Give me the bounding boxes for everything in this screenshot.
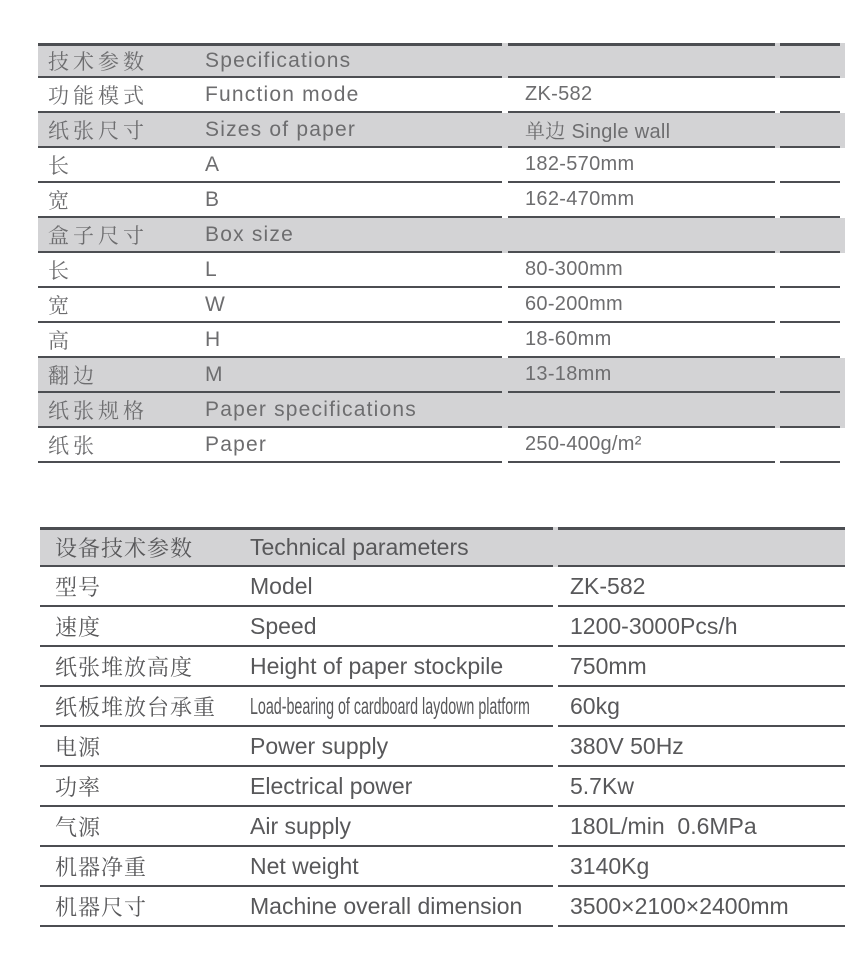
param-name-en: W xyxy=(205,292,227,316)
row-trailing-segment xyxy=(780,358,840,393)
row-label-segment xyxy=(38,148,502,183)
row-value-segment xyxy=(508,288,775,323)
row-value-segment xyxy=(508,113,775,148)
param-value: 1200-3000Pcs/h xyxy=(570,612,738,639)
row-label-segment xyxy=(40,567,553,607)
row-label-segment xyxy=(38,43,502,78)
param-name-zh: 宽 xyxy=(48,294,73,318)
row-label-segment xyxy=(40,647,553,687)
param-name-en: Box size xyxy=(205,222,294,246)
section-header-row xyxy=(40,527,845,567)
param-value: 80-300mm xyxy=(525,258,623,280)
row-label-segment xyxy=(40,847,553,887)
row-trailing-segment xyxy=(780,78,840,113)
row-value-segment xyxy=(558,767,845,807)
row-value-segment xyxy=(558,687,845,727)
param-name-en: Power supply xyxy=(250,732,389,759)
param-name-zh: 型号 xyxy=(55,574,102,600)
param-name-en: Net weight xyxy=(250,852,359,879)
spec-row xyxy=(38,113,845,148)
param-value: 380V 50Hz xyxy=(570,732,684,759)
spec-row xyxy=(38,323,845,358)
param-name-en: H xyxy=(205,327,222,351)
spec-row xyxy=(40,887,845,927)
param-name-zh: 技术参数 xyxy=(48,51,148,74)
param-name-en: Function mode xyxy=(205,82,360,106)
param-name-zh: 机器净重 xyxy=(55,854,148,880)
param-value: 3500×2100×2400mm xyxy=(570,892,789,919)
param-value: 182-570mm xyxy=(525,153,635,175)
param-value: 60-200mm xyxy=(525,293,623,315)
specifications-table xyxy=(38,43,845,463)
row-value-segment xyxy=(508,393,775,428)
spec-row xyxy=(38,358,845,393)
param-value: 5.7Kw xyxy=(570,772,634,799)
param-name-zh: 电源 xyxy=(55,734,102,760)
row-label-segment xyxy=(38,183,502,218)
row-label-segment xyxy=(40,727,553,767)
row-label-segment xyxy=(40,687,553,727)
param-name-en: Paper xyxy=(205,432,268,456)
spec-row xyxy=(40,807,845,847)
param-name-en: B xyxy=(205,187,221,211)
param-value: 18-60mm xyxy=(525,328,612,350)
param-value: 162-470mm xyxy=(525,188,635,210)
spec-row xyxy=(40,567,845,607)
param-name-en: M xyxy=(205,362,224,386)
param-name-en: Specifications xyxy=(205,49,352,72)
param-name-zh: 宽 xyxy=(48,189,73,213)
row-trailing-segment xyxy=(780,218,840,253)
param-name-zh: 纸张尺寸 xyxy=(48,119,148,143)
param-name-zh: 纸板堆放台承重 xyxy=(55,694,217,720)
param-name-zh: 纸张规格 xyxy=(48,399,148,423)
param-name-zh: 长 xyxy=(48,154,73,178)
row-label-segment xyxy=(40,527,553,567)
param-value: 3140Kg xyxy=(570,852,650,879)
param-value: 250-400g/m² xyxy=(525,433,642,455)
param-value: 单边 Single wall xyxy=(525,121,671,143)
spec-row xyxy=(40,767,845,807)
row-trailing-segment xyxy=(780,183,840,218)
param-name-zh: 速度 xyxy=(55,614,102,640)
param-name-zh: 功能模式 xyxy=(48,84,148,108)
spec-row xyxy=(40,647,845,687)
spec-row xyxy=(38,253,845,288)
row-value-segment xyxy=(558,807,845,847)
technical-parameters-table xyxy=(40,527,845,927)
param-name-zh: 功率 xyxy=(55,774,102,800)
spec-row xyxy=(40,727,845,767)
param-name-en: Electrical power xyxy=(250,772,413,799)
row-value-segment xyxy=(508,253,775,288)
param-name-en: Machine overall dimension xyxy=(250,892,523,919)
row-label-segment xyxy=(38,393,502,428)
param-name-zh: 纸张堆放高度 xyxy=(55,654,194,680)
row-trailing-segment xyxy=(780,323,840,358)
row-label-segment xyxy=(38,288,502,323)
spec-row xyxy=(38,78,845,113)
row-trailing-segment xyxy=(780,253,840,288)
row-value-segment xyxy=(558,887,845,927)
spec-row xyxy=(38,288,845,323)
param-name-en: A xyxy=(205,152,221,176)
row-label-segment xyxy=(40,767,553,807)
param-name-en: Sizes of paper xyxy=(205,117,357,141)
param-name-en: Model xyxy=(250,572,313,599)
section-header-row xyxy=(38,43,845,78)
param-value: 750mm xyxy=(570,652,647,679)
param-value: ZK-582 xyxy=(570,572,646,599)
row-label-segment xyxy=(38,428,502,463)
section-header-row xyxy=(38,393,845,428)
row-value-segment xyxy=(558,647,845,687)
row-value-segment xyxy=(558,847,845,887)
spec-row xyxy=(38,148,845,183)
row-value-segment xyxy=(558,527,845,567)
param-name-en: Height of paper stockpile xyxy=(250,652,504,679)
spec-row xyxy=(40,607,845,647)
param-name-en: Air supply xyxy=(250,812,351,839)
row-value-segment xyxy=(508,323,775,358)
param-name-zh: 长 xyxy=(48,259,73,283)
row-trailing-segment xyxy=(780,113,840,148)
param-name-zh: 盒子尺寸 xyxy=(48,224,148,248)
param-name-zh: 翻边 xyxy=(48,364,98,388)
row-label-segment xyxy=(38,78,502,113)
param-value: 13-18mm xyxy=(525,363,612,385)
spec-row xyxy=(40,687,845,727)
param-value: 60kg xyxy=(570,692,620,719)
row-value-segment xyxy=(508,428,775,463)
param-name-en: Speed xyxy=(250,612,317,639)
row-trailing-segment xyxy=(780,43,840,78)
row-trailing-segment xyxy=(780,428,840,463)
row-label-segment xyxy=(38,323,502,358)
param-name-zh: 纸张 xyxy=(48,434,98,458)
row-value-segment xyxy=(508,183,775,218)
row-label-segment xyxy=(40,807,553,847)
row-label-segment xyxy=(38,358,502,393)
param-name-zh: 设备技术参数 xyxy=(55,536,194,561)
row-value-segment xyxy=(508,218,775,253)
spec-row xyxy=(38,428,845,463)
row-value-segment xyxy=(508,358,775,393)
row-value-segment xyxy=(558,727,845,767)
row-value-segment xyxy=(558,607,845,647)
param-value: 180L/min 0.6MPa xyxy=(570,812,757,839)
row-trailing-segment xyxy=(780,288,840,323)
section-header-row xyxy=(38,218,845,253)
param-name-en: Paper specifications xyxy=(205,397,417,421)
row-label-segment xyxy=(38,218,502,253)
row-label-segment xyxy=(38,113,502,148)
row-value-segment xyxy=(558,567,845,607)
row-trailing-segment xyxy=(780,148,840,183)
row-value-segment xyxy=(508,78,775,113)
param-name-en: Load-bearing of cardboard laydown platform xyxy=(250,692,530,719)
row-value-segment xyxy=(508,43,775,78)
spec-row xyxy=(38,183,845,218)
row-label-segment xyxy=(40,607,553,647)
row-label-segment xyxy=(38,253,502,288)
row-trailing-segment xyxy=(780,393,840,428)
param-name-zh: 机器尺寸 xyxy=(55,894,148,920)
param-name-en: Technical parameters xyxy=(250,534,469,560)
param-name-zh: 高 xyxy=(48,329,73,353)
spec-row xyxy=(40,847,845,887)
row-value-segment xyxy=(508,148,775,183)
param-name-en: L xyxy=(205,257,218,281)
row-label-segment xyxy=(40,887,553,927)
param-name-zh: 气源 xyxy=(55,814,102,840)
param-value: ZK-582 xyxy=(525,83,593,105)
